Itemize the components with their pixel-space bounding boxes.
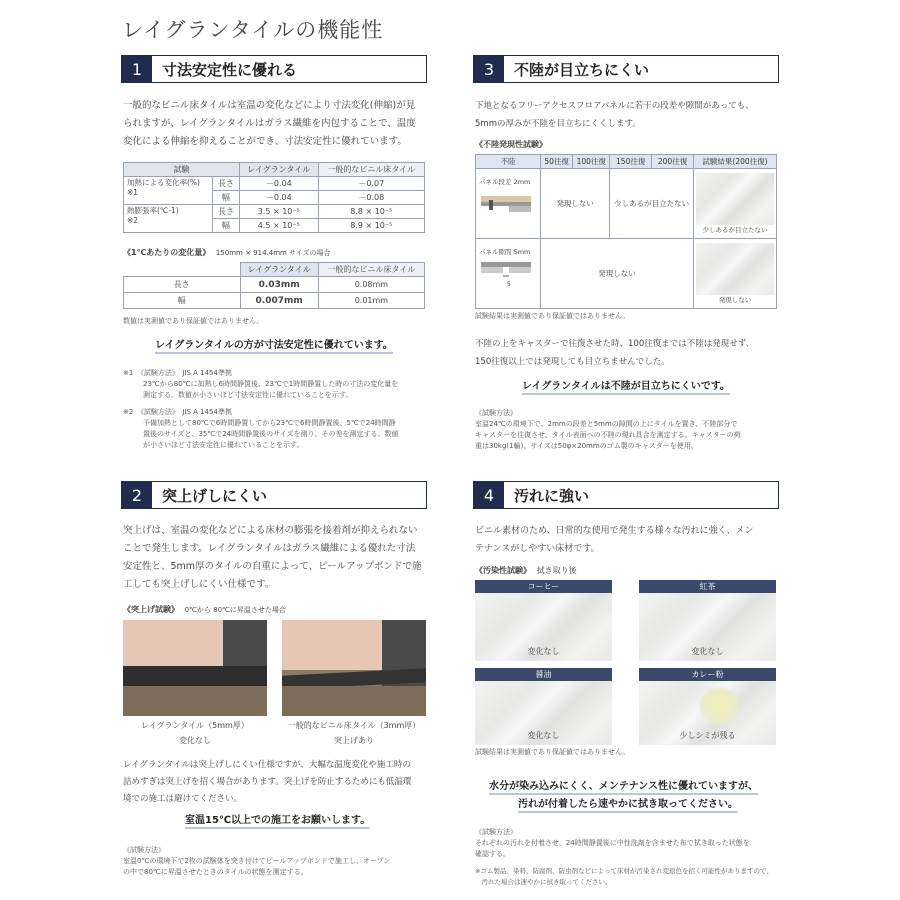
- disclaimer: 試験結果は実測値であり保証値ではありません。: [475, 312, 630, 320]
- table-cell: 0.08mm: [318, 277, 424, 293]
- test-method: 《試験方法》 室温24℃の環境下で、2mmの段差と5mmの隙間の上にタイルを置き、不陸部分で キャスターを往復させ、タイル表面への不陸の現れ具合を測定する。キャスターの荷 重は30kg(1輪)、サイズは50φ×20mmのゴム製のキャスターを使用。: [475, 409, 741, 450]
- stain-sample-tea: 変化なし: [639, 593, 776, 661]
- table-header: レイグランタイル: [240, 163, 319, 177]
- test-caption: 《汚染性試験》 拭き取り後: [475, 566, 577, 575]
- test-caption: 《突上げ試験》 0℃から 80℃に昇温させた場合: [123, 605, 286, 614]
- section-number: 4: [474, 482, 504, 508]
- table-header: 試験結果(200往復): [694, 155, 777, 169]
- section-3-header: [473, 55, 779, 83]
- table-cell: 幅: [213, 219, 240, 233]
- section-number: 2: [122, 482, 152, 508]
- stain-sample-coffee: 変化なし: [475, 593, 612, 661]
- table-cell: 長さ: [124, 277, 241, 293]
- stain-label: コーヒー: [475, 580, 612, 593]
- table-cell: 0.03mm: [240, 277, 318, 293]
- table-header: 100往復: [573, 155, 610, 169]
- emphasis-text: レイグランタイルは不陸が目立ちにくいです。: [522, 377, 730, 395]
- table-cell: 加熱による変化率(%) ※1: [124, 177, 213, 205]
- tile-photo-general: [282, 620, 426, 716]
- section-title: 突上げしにくい: [162, 486, 268, 505]
- table-cell: 4.5 × 10⁻⁵: [240, 219, 319, 233]
- note-1: ※1 《試験方法》 JIS A 1454準拠 23℃から80℃に加熱し6時間静置後、23℃で1時間静置した時の寸法の変化量を 測定する。数値が小さいほど寸法安定性に優れていることを示す。: [123, 369, 399, 399]
- table-header: 一般的なビニル床タイル: [318, 163, 424, 177]
- gap-diagram: [479, 256, 534, 290]
- stain-label: カレー粉: [639, 668, 776, 681]
- stain-spot: [699, 687, 739, 725]
- emphasis-text: レイグランタイルの方が寸法安定性に優れています。: [155, 336, 393, 354]
- section-title: 不陸が目立ちにくい: [514, 60, 650, 79]
- note: ※ゴム製品、染料、防腐剤、防虫剤などによって床材が汚染され変退色を招く可能性がありますので、 汚れた場合は速やかに拭き取ってください。: [475, 867, 773, 886]
- table-cell: 熱膨張率(℃-1) ※2: [124, 205, 213, 233]
- stain-sample-curry: 少しシミが残る: [639, 681, 776, 745]
- section-1-header: [121, 55, 427, 83]
- section-number: 3: [474, 56, 504, 82]
- test-method: 《試験方法》 それぞれの汚れを付着させ、24時間静置後に中性洗剤を含ませた布で拭き取った状態を 確認する。: [475, 828, 750, 858]
- page-title: レイグランタイルの機能性: [122, 18, 384, 42]
- emphasis-text: 水分が染み込みにくく、メンテナンス性に優れていますが、: [489, 777, 758, 795]
- table-cell: 0.01mm: [318, 293, 424, 309]
- table-cell: 幅: [213, 191, 240, 205]
- section-number: 1: [122, 56, 152, 82]
- test-method: 《試験方法》 室温0℃の環境下で2枚の試験体を突き付けてピールアップボンドで施工し、オーブン の中で80℃に昇温させたときのタイルの状態を測定する。: [123, 846, 391, 876]
- section-2-body: 突上げは、室温の変化などによる床材の膨張を接着剤が抑えられない ことで発生します。レイグランタイルはガラス繊維による優れた寸法 安定性と、5mm厚のタイルの自重によって、ピールアップボンドで施 工しても突上げしにくい仕様です。: [123, 525, 422, 590]
- emphasis-text: 汚れが付着したら速やかに拭き取ってください。: [518, 795, 738, 813]
- emphasis-text: 室温15℃以上での施工をお願いします。: [185, 811, 370, 829]
- dimension-table: [123, 162, 425, 233]
- photo-caption: 一般的なビニル床タイル（3mm厚） 突上げあり: [287, 721, 421, 745]
- table-cell: －0.04: [240, 191, 319, 205]
- section-3-body: 下地となるフリーアクセスフロアパネルに若干の段差や隙間があっても、 5mmの厚みが不陸を目立ちにくくします。: [475, 101, 754, 129]
- table-header: 150往復: [610, 155, 652, 169]
- stain-label: 紅茶: [639, 580, 776, 593]
- disclaimer: 数値は実測値であり保証値ではありません。: [123, 317, 264, 325]
- table-header: レイグランタイル: [240, 263, 318, 277]
- marble-sample: [696, 243, 774, 295]
- table-cell: －0.04: [240, 177, 319, 191]
- table-caption: 《1℃あたりの変化量》 150mm × 914.4mm サイズの場合: [123, 248, 331, 257]
- table-cell: －0.07: [318, 177, 424, 191]
- table-cell: パネル隙間 5mm 5: [476, 239, 541, 309]
- section-4-body: ビニル素材のため、日常的な使用で発生する様々な汚れに強く、メン テナンスがしやすい床材です。: [475, 526, 754, 554]
- change-per-degree-table: [123, 262, 425, 309]
- stain-label: 醤油: [475, 668, 612, 681]
- note-2: ※2 《試験方法》 JIS A 1454準拠 予備加熱として80℃で6時間静置してから23℃で6時間静置後、5℃で24時間静 置後のサイズと、35℃で24時間静置後のサイズを測り、その差を測定する。数値 が小さいほど寸法安定性に優れていることを示す。: [123, 408, 399, 449]
- step-diagram: [479, 186, 534, 216]
- section-2-body-2: レイグランタイルは突上げしにくい仕様ですが、大幅な温度変化や施工時の 詰めすぎは突上げを招く場合があります。突上げを防止するためにも低温環 境での施工は避けてください。: [123, 760, 412, 804]
- section-title: 汚れに強い: [514, 486, 590, 505]
- table-cell: 発現しない: [541, 239, 694, 309]
- table-cell: 長さ: [213, 205, 240, 219]
- stain-sample-soy: 変化なし: [475, 681, 612, 745]
- section-3-body-2: 不陸の上をキャスターで往復させた時、100往復までは不陸は発現せず、 150往復以上では発現しても目立ちませんでした。: [475, 339, 755, 367]
- unevenness-table: [475, 154, 777, 309]
- table-cell: 幅: [124, 293, 241, 309]
- table-header: 不陸: [476, 155, 541, 169]
- table-cell: 少しあるが目立たない: [694, 169, 777, 239]
- test-caption: 《不陸発現性試験》: [475, 140, 547, 149]
- section-1-body: 一般的なビニル床タイルは室温の変化などにより寸法変化(伸縮)が見 られますが、レイグランタイルはガラス繊維を内包することで、温度 変化による伸縮を抑えることができ、寸法安定性に優れています。: [123, 100, 416, 147]
- tile-photo-reigran: [123, 620, 267, 716]
- svg-text:5: 5: [507, 281, 511, 288]
- section-title: 寸法安定性に優れる: [162, 60, 298, 79]
- table-cell: 8.9 × 10⁻⁵: [318, 219, 424, 233]
- table-cell: 発現しない: [541, 169, 610, 239]
- table-header: 200往復: [652, 155, 694, 169]
- section-2-header: [121, 481, 427, 509]
- table-cell: 3.5 × 10⁻⁵: [240, 205, 319, 219]
- table-header: 試験: [124, 163, 240, 177]
- table-cell: 0.007mm: [240, 293, 318, 309]
- table-cell: 長さ: [213, 177, 240, 191]
- table-header: 50往復: [541, 155, 573, 169]
- table-header: 一般的なビニル床タイル: [318, 263, 424, 277]
- table-cell: パネル段差 2mm: [476, 169, 541, 239]
- table-cell: 8.8 × 10⁻⁵: [318, 205, 424, 219]
- disclaimer: 試験結果は実測値であり保証値ではありません。: [475, 748, 630, 756]
- photo-caption: レイグランタイル（5mm厚） 変化なし: [141, 721, 249, 745]
- section-4-header: [473, 481, 779, 509]
- marble-sample: [696, 173, 774, 225]
- table-cell: －0.08: [318, 191, 424, 205]
- table-cell: 少しあるが目立たない: [610, 169, 694, 239]
- table-cell: 発現しない: [694, 239, 777, 309]
